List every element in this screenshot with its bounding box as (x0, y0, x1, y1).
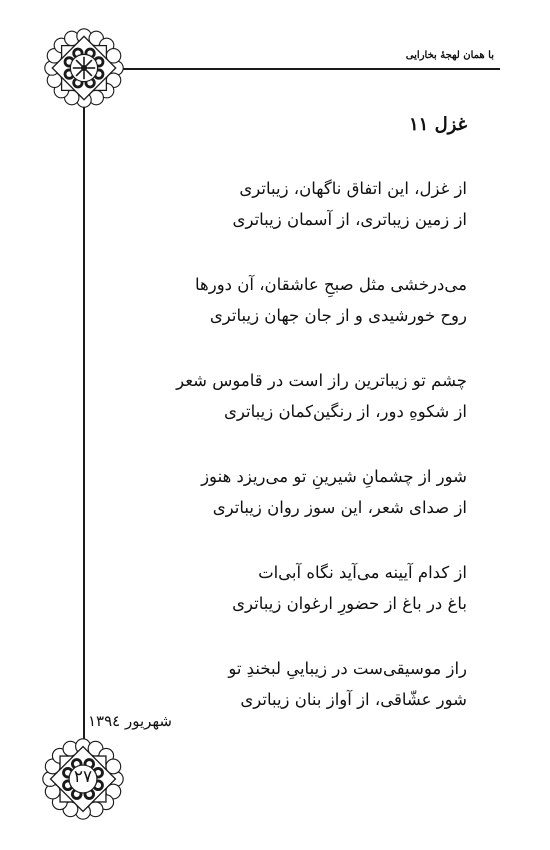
stanza (87, 269, 467, 331)
verse-line: از صدای شعر، این سوز روان زیباتری (212, 498, 467, 517)
verse-line: از زمین زیباتری، از آسمان زیباتری (232, 210, 467, 229)
poem-title: غزل ۱۱ (408, 114, 467, 135)
verse-line: شور از چشمانِ شیرینِ تو می‌ریزد هنوز (201, 467, 467, 486)
verse-line: از غزل، این اتفاق ناگهان، زیباتری (239, 179, 467, 198)
page-number: ۲۷ (73, 767, 93, 787)
stanza (87, 365, 467, 427)
verse-line: باغ در باغ از حضورِ ارغوان زیباتری (232, 594, 467, 613)
verse-line: از شکوهِ دور، از رنگین‌کمان زیباتری (224, 402, 467, 421)
verse-line: راز موسیقی‌ست در زیباییِ لبخندِ تو (228, 659, 467, 678)
rosette-ornament-icon (44, 28, 124, 108)
verse-line: از کدام آیینه می‌آید نگاه آبی‌ات (258, 563, 467, 582)
header-rule (108, 68, 500, 70)
poem-body (87, 173, 467, 749)
stanza (87, 173, 467, 235)
stanza (87, 557, 467, 619)
running-header: با همان لهجهٔ بخارایی (405, 50, 494, 61)
verse-line: روح خورشیدی و از جان جهان زیباتری (209, 306, 467, 325)
stanza (87, 461, 467, 523)
stanza (87, 653, 467, 715)
verse-line: می‌درخشی مثل صبحِ عاشقان، آن دورها (195, 275, 467, 294)
verse-line: شور عشّاقی، از آواز بنان زیباتری (240, 690, 467, 709)
vertical-rule (83, 100, 85, 755)
verse-line: چشم تو زیباترین راز است در قاموس شعر (176, 371, 467, 390)
poem-date: شهریور ۱۳۹٤ (88, 712, 172, 730)
